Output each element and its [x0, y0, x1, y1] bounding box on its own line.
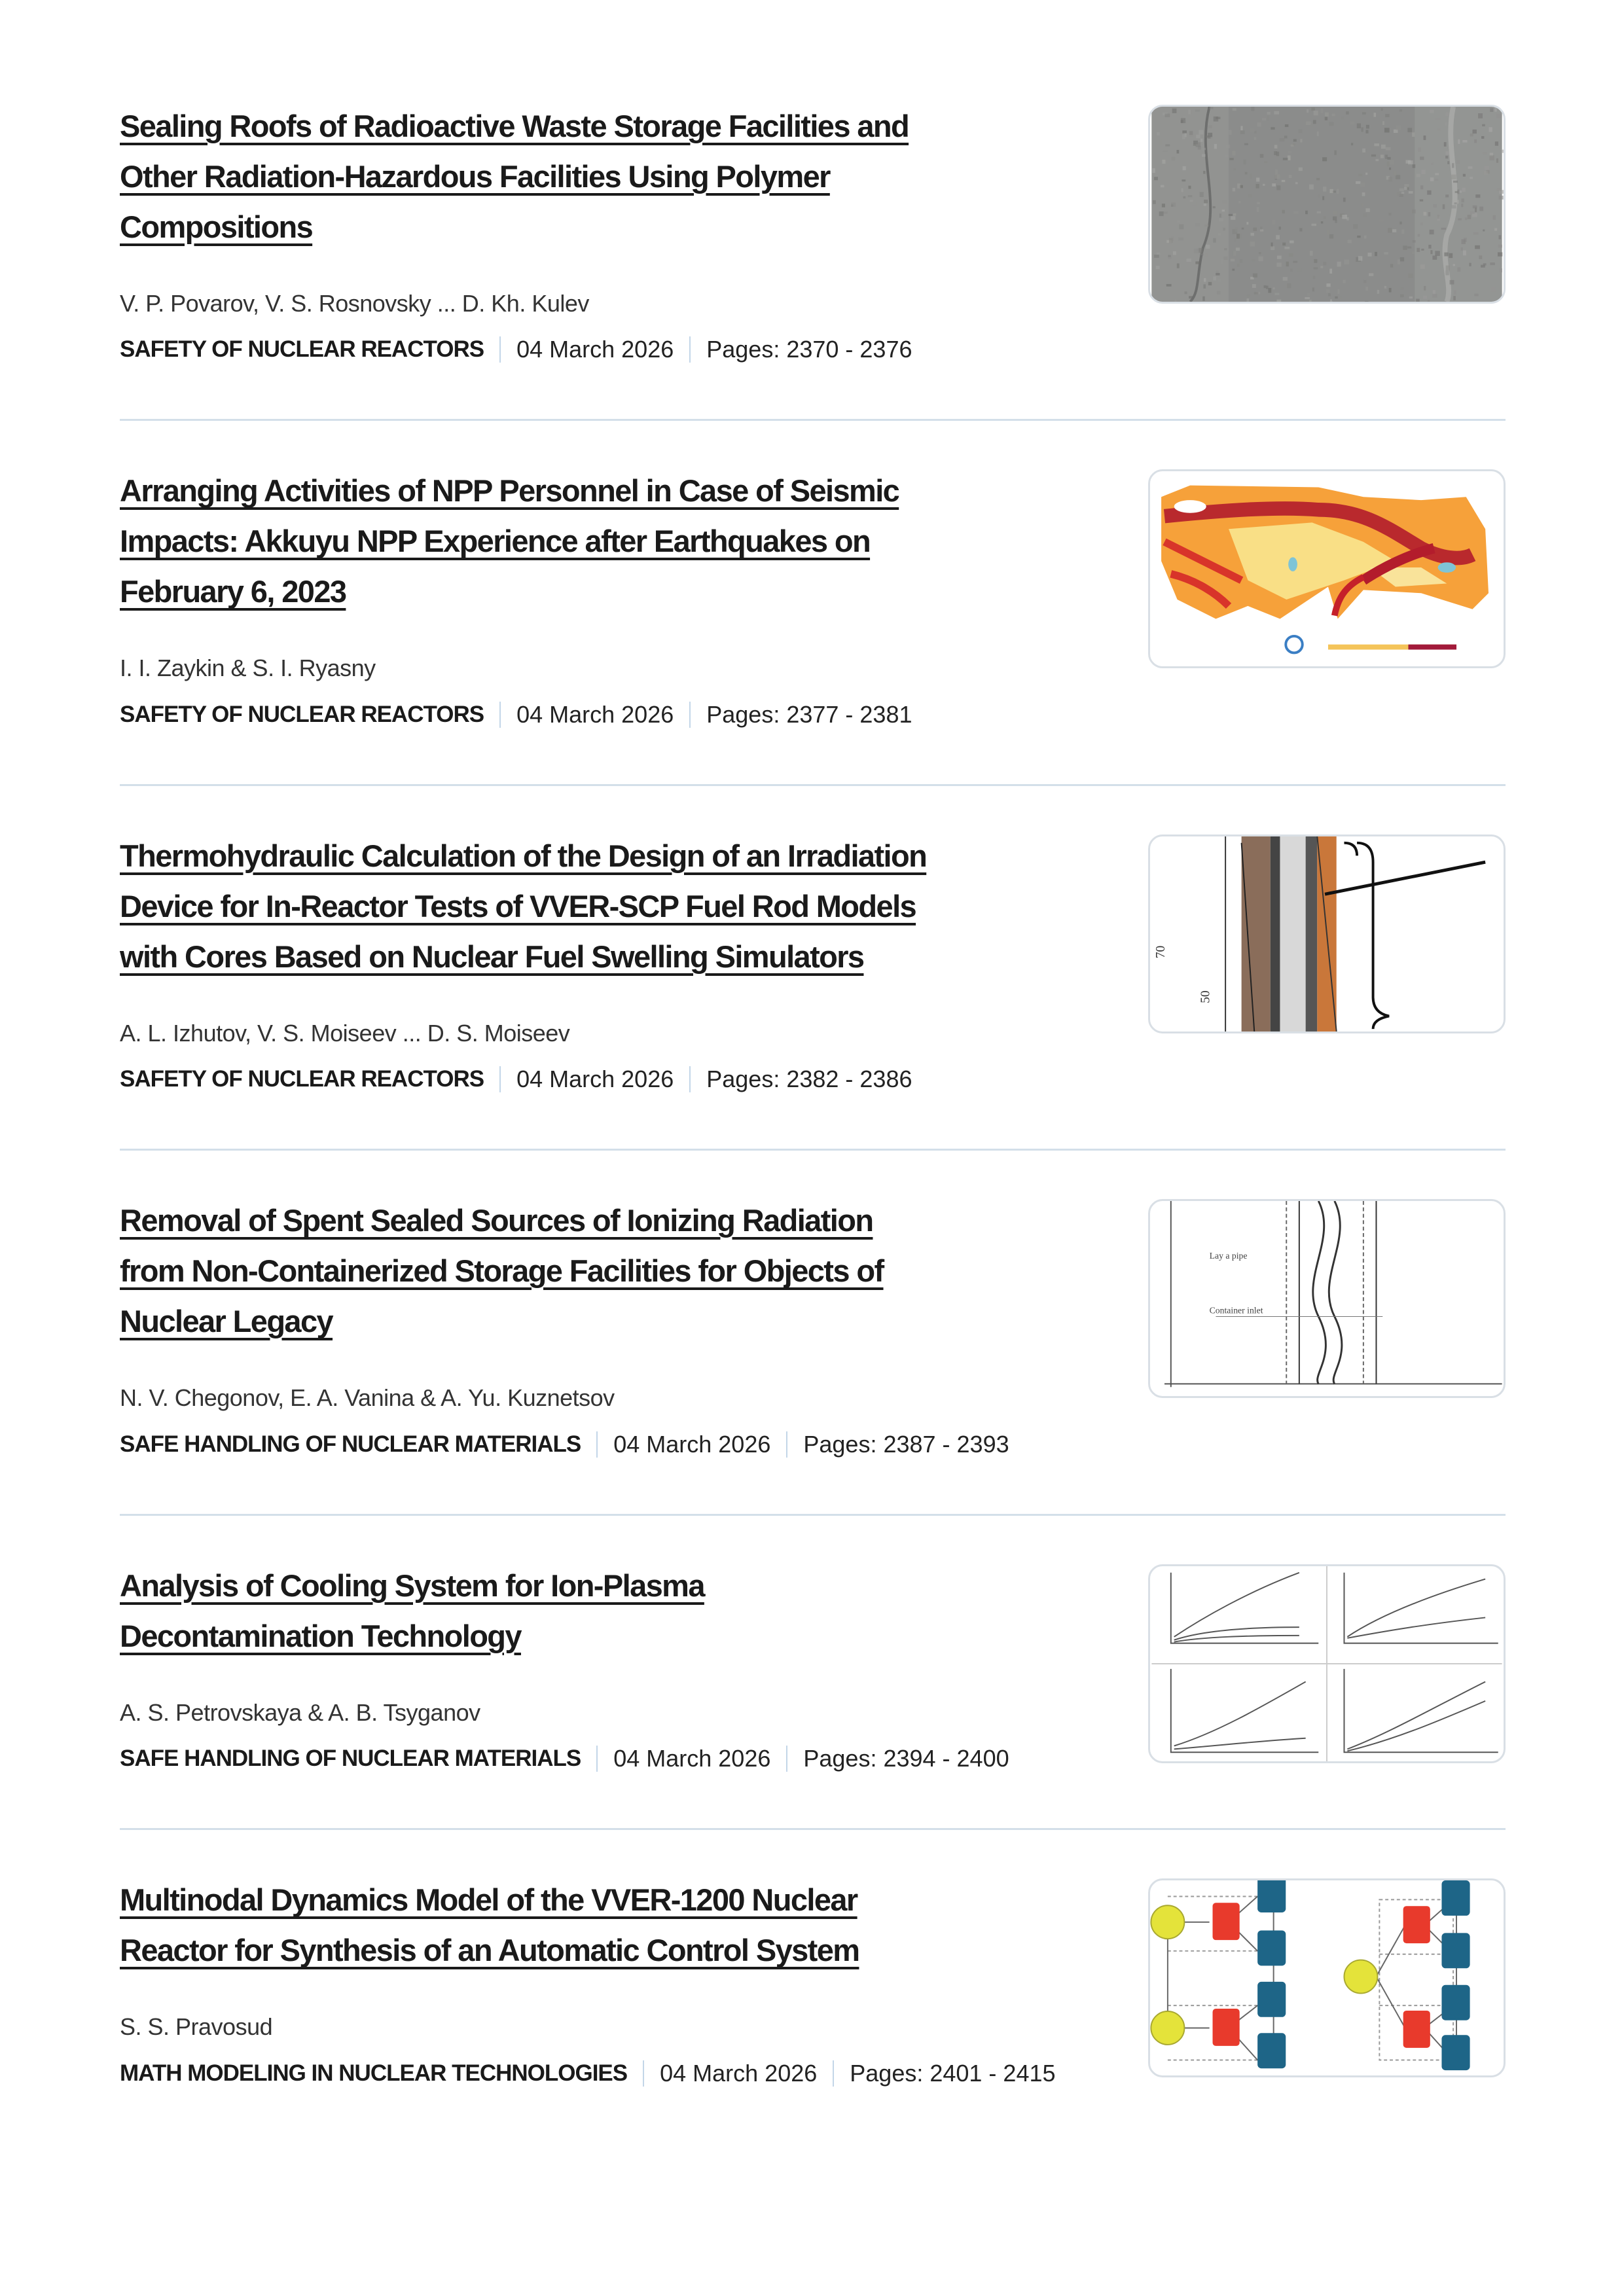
title-line: Multinodal Dynamics Model of the VVER-1200 Nuclear	[120, 1882, 857, 1918]
svg-text:Lay a pipe: Lay a pipe	[1209, 1251, 1248, 1261]
title-line: Removal of Spent Sealed Sources of Ionizing Radiation	[120, 1203, 873, 1238]
title-line: Nuclear Legacy	[120, 1304, 333, 1339]
article-title-link[interactable]	[120, 1874, 1128, 1975]
title-line: Device for In-Reactor Tests of VVER-SCP Fuel Rod Models	[120, 888, 916, 924]
svg-text:50: 50	[1199, 990, 1213, 1003]
multinodal-model-diagram[interactable]	[1148, 1878, 1506, 2077]
article-authors: A. L. Izhutov, V. S. Moiseev ... D. S. Moiseev	[120, 1019, 570, 1047]
article-meta	[120, 1061, 1069, 1096]
article-pages: Pages: 2377 - 2381	[706, 700, 912, 728]
title-line: Other Radiation-Hazardous Facilities Using Polymer	[120, 159, 830, 194]
article-pages: Pages: 2401 - 2415	[850, 2059, 1056, 2087]
article-category-link[interactable]: SAFE HANDLING OF NUCLEAR MATERIALS	[120, 1431, 598, 1458]
article-title-link[interactable]	[120, 1195, 1128, 1346]
article-meta	[120, 1740, 1069, 1776]
article-item	[120, 1516, 1506, 1830]
title-line: Decontamination Technology	[120, 1618, 521, 1653]
title-line: Sealing Roofs of Radioactive Waste Storage Facilities and	[120, 109, 909, 143]
article-meta	[120, 1426, 1069, 1461]
article-date: 04 March 2026	[516, 336, 691, 363]
cooling-plots-image[interactable]	[1148, 1564, 1506, 1763]
svg-text:70: 70	[1153, 945, 1168, 959]
article-item	[120, 1830, 1506, 2090]
article-authors: N. V. Chegonov, E. A. Vanina & A. Yu. Kuznetsov	[120, 1384, 615, 1412]
article-date: 04 March 2026	[613, 1746, 787, 1772]
article-meta	[120, 2054, 1069, 2090]
article-meta	[120, 331, 1069, 367]
article-pages: Pages: 2382 - 2386	[706, 1066, 912, 1093]
title-line: Thermohydraulic Calculation of the Design of an Irradiation	[120, 838, 927, 873]
seismic-hazard-map-image[interactable]	[1148, 469, 1506, 668]
article-date: 04 March 2026	[516, 1066, 691, 1092]
article-date: 04 March 2026	[613, 1431, 787, 1458]
article-title-link[interactable]	[120, 465, 1128, 617]
article-title-link[interactable]	[120, 101, 1128, 252]
article-authors: S. S. Pravosud	[120, 2013, 273, 2041]
article-category-link[interactable]: SAFETY OF NUCLEAR REACTORS	[120, 336, 501, 363]
article-authors: V. P. Povarov, V. S. Rosnovsky ... D. Kh. Kulev	[120, 290, 589, 317]
article-category-link[interactable]: SAFETY OF NUCLEAR REACTORS	[120, 702, 501, 728]
article-title-link[interactable]	[120, 831, 1128, 982]
concrete-roof-surface-image[interactable]	[1148, 105, 1506, 304]
article-item	[120, 421, 1506, 785]
storage-well-diagram[interactable]	[1148, 1199, 1506, 1398]
article-date: 04 March 2026	[516, 702, 691, 728]
article-item	[120, 786, 1506, 1151]
fuel-rod-layout-diagram[interactable]	[1148, 834, 1506, 1033]
article-item	[120, 56, 1506, 421]
title-line: Impacts: Akkuyu NPP Experience after Earthquakes on	[120, 524, 871, 559]
article-list	[120, 56, 1506, 2143]
article-title-link[interactable]	[120, 1560, 1128, 1661]
title-line: Reactor for Synthesis of an Automatic Control System	[120, 1933, 859, 1968]
article-authors: A. S. Petrovskaya & A. B. Tsyganov	[120, 1698, 480, 1726]
article-date: 04 March 2026	[660, 2060, 834, 2087]
article-category-link[interactable]: SAFE HANDLING OF NUCLEAR MATERIALS	[120, 1746, 598, 1772]
title-line: Analysis of Cooling System for Ion-Plasma	[120, 1568, 704, 1603]
article-pages: Pages: 2370 - 2376	[706, 336, 912, 363]
title-line: Arranging Activities of NPP Personnel in Case of Seismic	[120, 473, 899, 509]
article-pages: Pages: 2387 - 2393	[803, 1430, 1009, 1458]
article-authors: I. I. Zaykin & S. I. Ryasny	[120, 655, 376, 682]
article-category-link[interactable]: SAFETY OF NUCLEAR REACTORS	[120, 1066, 501, 1092]
title-line: February 6, 2023	[120, 574, 346, 609]
title-line: Compositions	[120, 209, 313, 244]
title-line: with Cores Based on Nuclear Fuel Swelling Simulators	[120, 939, 864, 974]
article-category-link[interactable]: MATH MODELING IN NUCLEAR TECHNOLOGIES	[120, 2060, 644, 2087]
article-pages: Pages: 2394 - 2400	[803, 1745, 1009, 1772]
article-meta	[120, 696, 1069, 731]
title-line: from Non-Containerized Storage Facilities for Objects of	[120, 1253, 884, 1289]
article-item	[120, 1151, 1506, 1515]
svg-text:Container inlet: Container inlet	[1209, 1305, 1263, 1316]
